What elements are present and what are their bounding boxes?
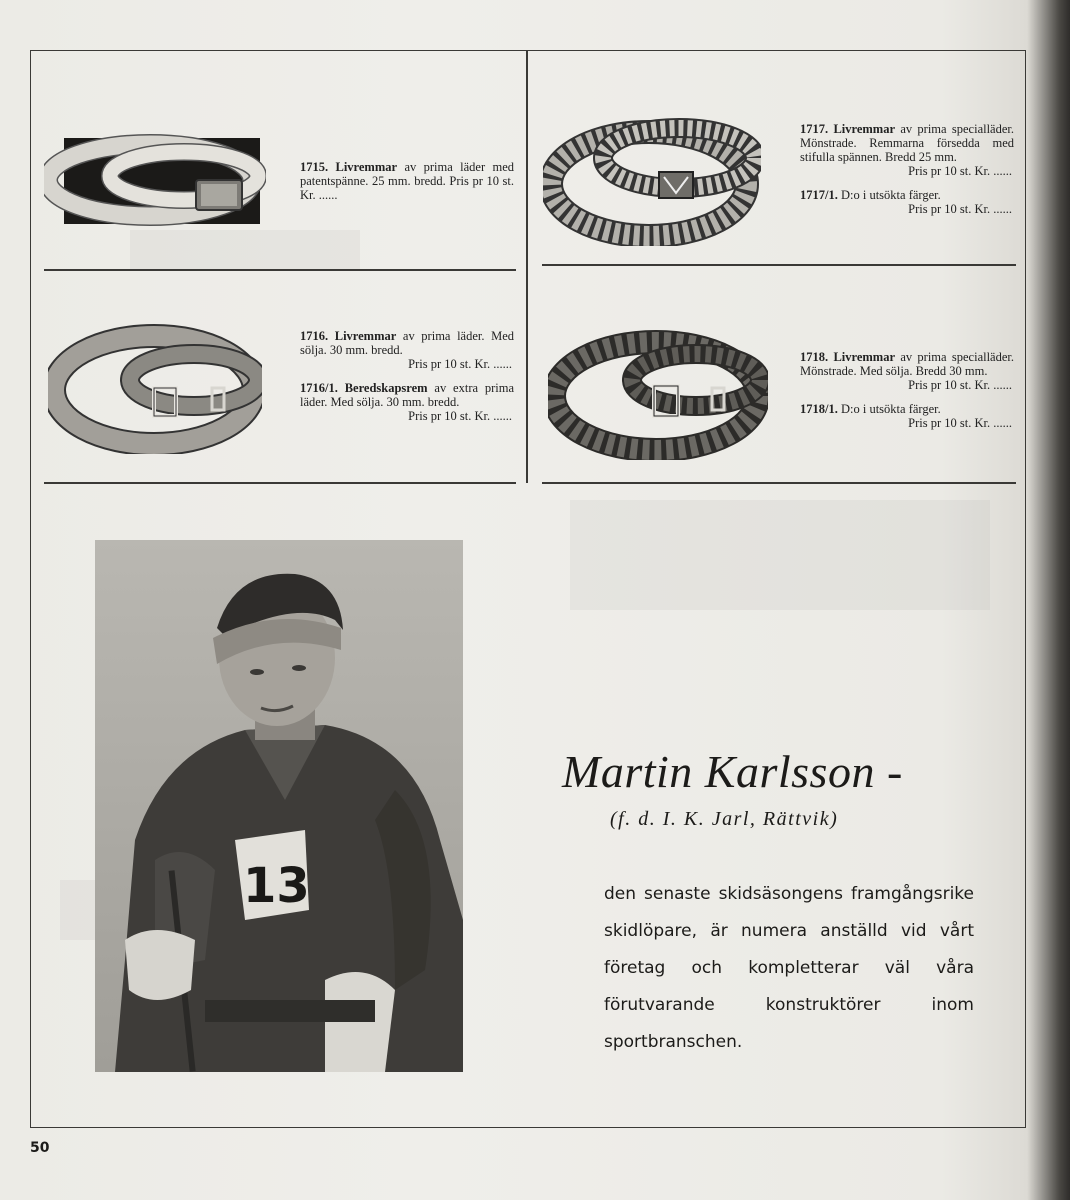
product-name: Livremmar [833, 122, 895, 136]
product-description: D:o i utsökta färger. [840, 402, 941, 416]
product-description: av prima läder. Med sölja. 30 mm. bredd. [300, 329, 514, 357]
product-block-1716 [300, 329, 514, 423]
product-price: Pris pr 10 st. Kr. ...... [908, 202, 1012, 216]
product-description: D:o i utsökta färger. [840, 188, 941, 202]
column-divider [526, 50, 528, 483]
row-divider [542, 264, 1016, 266]
product-code: 1716. [300, 329, 329, 343]
feature-bio: den senaste skidsäsongens framgångsrike skidlöpare, är numera anställd vid vårt företag och kompletterar väl våra förutvarande konstruktörer inom sportbranschen. [604, 884, 974, 1052]
product-code: 1715. [300, 160, 329, 174]
product-price: Pris pr 10 st. Kr. ...... [908, 416, 1012, 430]
product-description: av prima specialläder. Mönstrade. Med sölja. Bredd 30 mm. [800, 350, 1015, 378]
product-block-1718 [800, 350, 1014, 430]
bib-number: 13 [243, 858, 310, 914]
row-divider [44, 269, 516, 271]
feature-name: Martin Karlsson - [562, 746, 903, 797]
belt-illustration-1717 [543, 106, 761, 246]
product-name: Livremmar [335, 160, 398, 174]
product-description: av prima läder med patentspänne. 25 mm. bredd. [300, 160, 515, 188]
page-number: 50 [30, 1140, 50, 1156]
product-price: Pris pr 10 st. Kr. ...... [908, 378, 1012, 392]
product-name: Livremmar [334, 329, 397, 343]
product-code: 1716/1. [300, 381, 338, 395]
product-code: 1718. [800, 350, 829, 364]
feature-club: (f. d. I. K. Jarl, Rättvik) [610, 808, 839, 830]
row-divider [44, 482, 516, 484]
product-block-1715 [300, 160, 514, 202]
product-code: 1717. [800, 122, 829, 136]
product-code: 1718/1. [800, 402, 838, 416]
product-code: 1717/1. [800, 188, 838, 202]
skier-photo [95, 540, 463, 1072]
product-block-1717 [800, 122, 1014, 216]
product-price: Pris pr 10 st. Kr. ...... [408, 357, 512, 371]
row-divider [542, 482, 1016, 484]
product-price: Pris pr 10 st. Kr. ...... [300, 174, 515, 202]
product-description: av prima specialläder. Mönstrade. Remmarna försedda med stifulla spännen. Bredd 25 mm. [800, 122, 1015, 164]
product-name: Beredskapsrem [344, 381, 428, 395]
belt-illustration-1715 [44, 126, 266, 226]
product-price: Pris pr 10 st. Kr. ...... [408, 409, 512, 423]
product-name: Livremmar [833, 350, 895, 364]
product-description: av extra prima läder. Med sölja. 30 mm. bredd. [300, 381, 515, 409]
belt-illustration-1718 [548, 324, 768, 460]
belt-illustration-1716 [48, 320, 262, 454]
product-price: Pris pr 10 st. Kr. ...... [908, 164, 1012, 178]
